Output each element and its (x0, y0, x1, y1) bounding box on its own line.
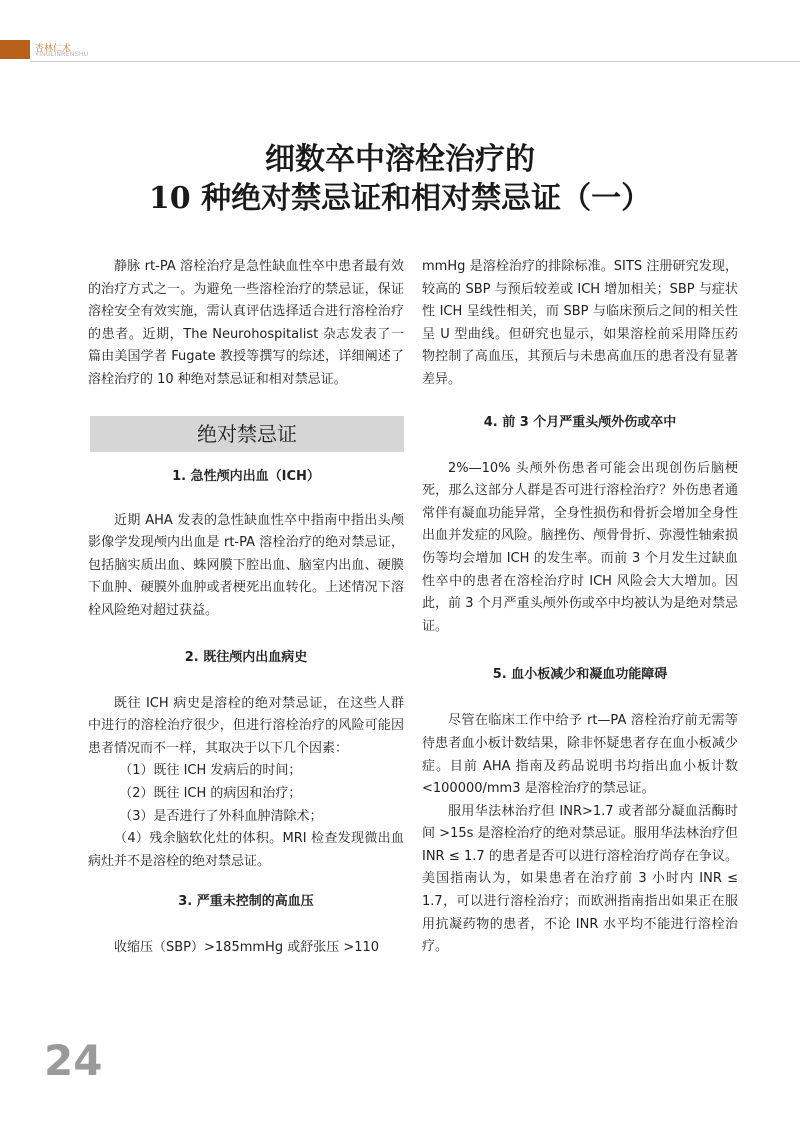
section-4-paragraph: 2%—10% 头颅外伤患者可能会出现创伤后脑梗死，那么这部分人群是否可进行溶栓治疗？外伤患者通常伴有凝血功能异常，全身性损伤和骨折会增加全身性出血并发症的风险。脑挫伤、颅骨骨折、弥漫性轴索损伤等均会增加 ICH 的发生率。而前 3 个月发生过缺血性卒中的患者在溶栓治疗时 ICH 风险会大大增加。因此，前 3 个月严重头颅外伤或卒中均被认为是绝对禁忌证。 (422, 460, 738, 634)
header-brand-cn: 杏林仁术 (35, 44, 72, 54)
section-5-paragraph-1: 尽管在临床工作中给予 rt—PA 溶栓治疗前无需等待患者血小板计数结果，除非怀疑患者存在血小板减少症。目前 AHA 指南及药品说明书均指出血小板计数 <100000/mm3 是溶栓治疗的禁忌证。 (422, 713, 738, 797)
section-3-heading: 3. 严重未控制的高血压 (178, 894, 314, 910)
header-brand-en: YINGLINRENSHU (35, 52, 89, 58)
section-3-paragraph: 收缩压（SBP）>185mmHg 或舒张压 >110 (114, 940, 380, 956)
section-4-heading: 4. 前 3 个月严重头颅外伤或卒中 (483, 414, 677, 430)
section-2-paragraph: 既往 ICH 病史是溶栓的绝对禁忌证，在这些人群中进行的溶栓治疗很少，但进行溶栓治疗的风险可能因患者情况而不一样，其取决于以下几个因素： (88, 695, 404, 756)
article-title-line-2: 10 种绝对禁忌证和相对禁忌证（一） (148, 181, 652, 216)
section-2-item-3: （3）是否进行了外科血肿清除术； (119, 808, 323, 824)
left-column (88, 256, 404, 960)
page-number: 24 (44, 1036, 103, 1085)
article-title-line-1: 细数卒中溶栓治疗的 (265, 142, 535, 177)
intro-paragraph: 静脉 rt-PA 溶栓治疗是急性缺血性卒中患者最有效的治疗方式之一。为避免一些溶栓治疗的禁忌证，保证溶栓安全有效实施，需认真评估选择适合进行溶栓治疗的患者。近期，The Neurohospitalist 杂志发表了一篇由美国学者 Fugate 教授等撰写的综述，详细阐述了溶栓治疗的 10 种绝对禁忌证和相对禁忌证。 (88, 259, 404, 387)
section-1-heading: 1. 急性颅内出血（ICH） (172, 468, 320, 484)
right-column (422, 256, 738, 959)
header-divider (30, 61, 800, 62)
section-5-heading: 5. 血小板减少和凝血功能障碍 (492, 667, 668, 683)
section-2-item-2: （2）既往 ICH 的病因和治疗； (119, 785, 302, 801)
header-color-block (0, 40, 30, 59)
section-2-item-1: （1）既往 ICH 发病后的时间； (119, 763, 302, 779)
section-1-paragraph: 近期 AHA 发表的急性缺血性卒中指南中指出头颅影像学发现颅内出血是 rt-PA 溶栓治疗的绝对禁忌证，包括脑实质出血、蛛网膜下腔出血、脑室内出血、硬膜下血肿、硬膜外血肿或者梗死出血转化。上述情况下溶栓风险绝对超过获益。 (88, 512, 404, 618)
section-banner-absolute-contraindications: 绝对禁忌证 (90, 416, 404, 452)
section-5-paragraph-2: 服用华法林治疗但 INR>1.7 或者部分凝血活酶时间 >15s 是溶栓治疗的绝对禁忌证。服用华法林治疗但 INR ≤ 1.7 的患者是否可以进行溶栓治疗尚存在争议。美国指南认为，如果患者在治疗前 3 小时内 INR ≤ 1.7，可以进行溶栓治疗；而欧洲指南指出如果正在服用抗凝药物的患者，不论 INR 水平均不能进行溶栓治疗。 (422, 803, 738, 955)
section-3-continued-paragraph: mmHg 是溶栓治疗的排除标准。SITS 注册研究发现，较高的 SBP 与预后较差或 ICH 增加相关；SBP 与症状性 ICH 呈线性相关，而 SBP 与临床预后之间的相关性呈 U 型曲线。但研究也显示，如果溶栓前采用降压药物控制了高血压，其预后与未患高血压的患者没有显著差异。 (422, 259, 738, 387)
section-2-heading: 2. 既往颅内出血病史 (184, 649, 308, 665)
section-2-item-4: （4）残余脑软化灶的体积。MRI 检查发现微出血病灶并不是溶栓的绝对禁忌证。 (88, 831, 404, 869)
